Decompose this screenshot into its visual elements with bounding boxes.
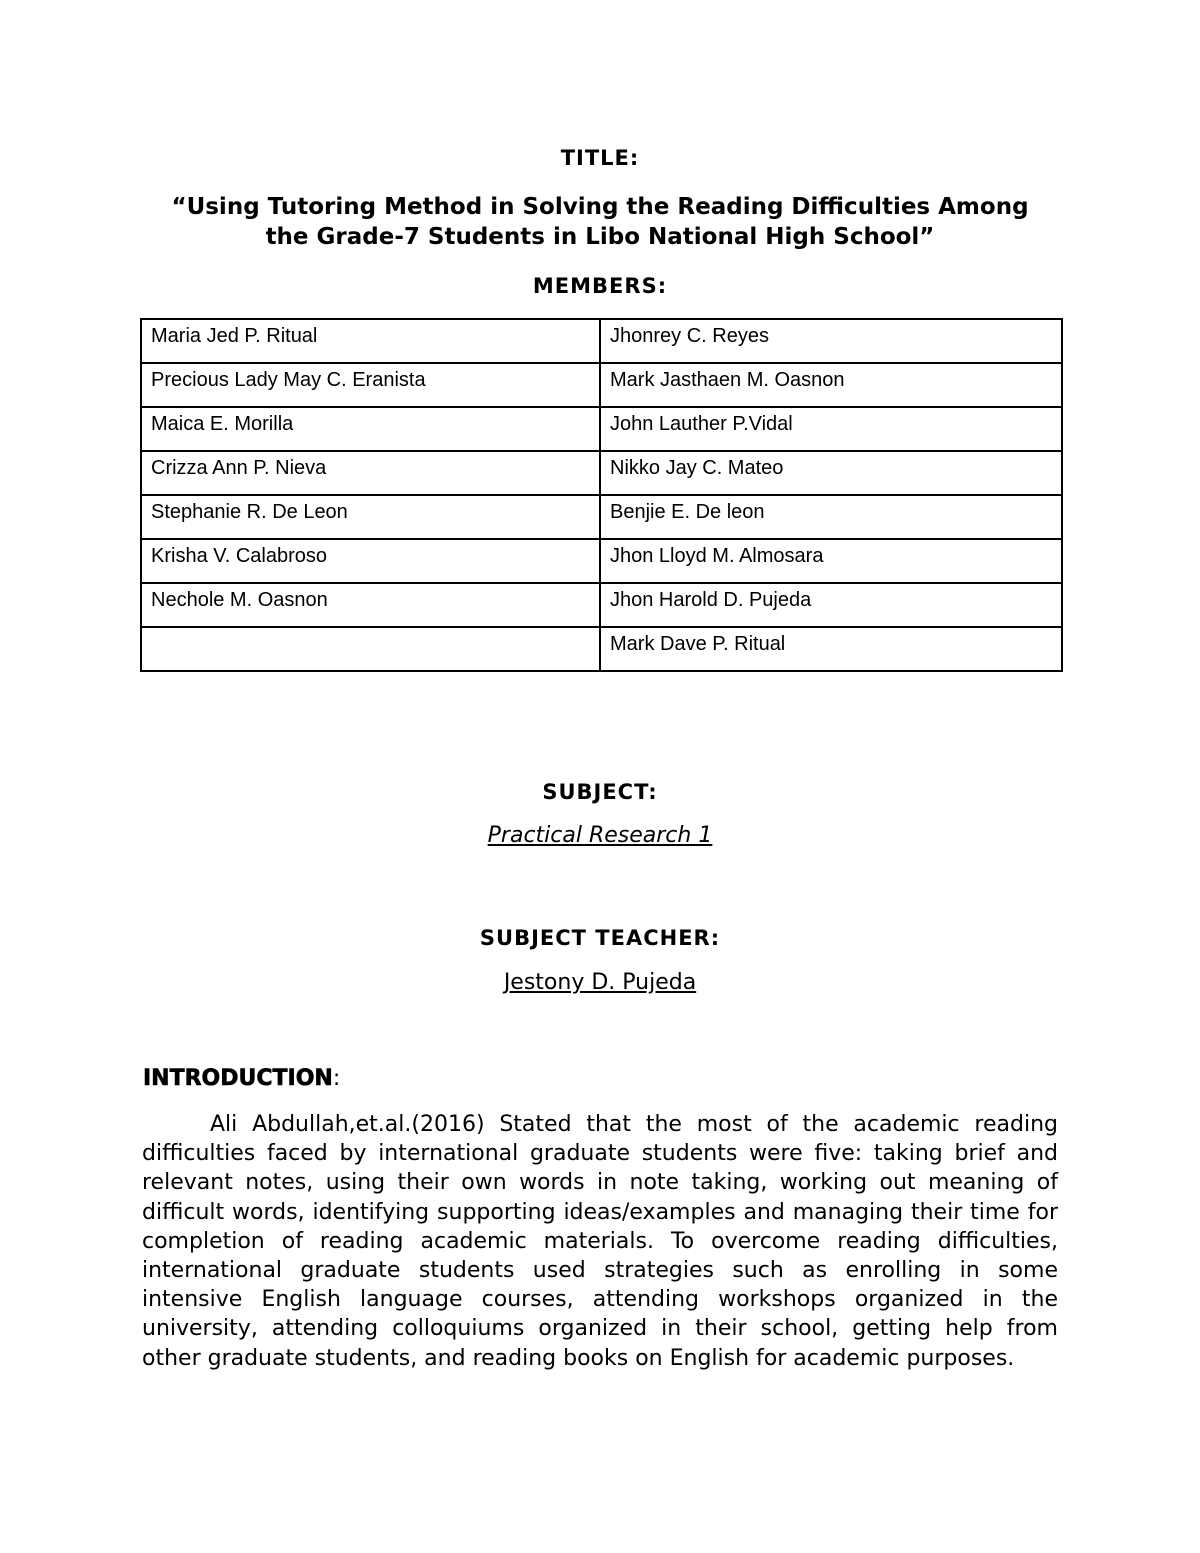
member-cell: Krisha V. Calabroso (141, 539, 600, 583)
member-cell: Mark Dave P. Ritual (600, 627, 1062, 671)
research-title-line-1: “Using Tutoring Method in Solving the Reading Difficulties Among (171, 194, 1029, 220)
subject-teacher-label: SUBJECT TEACHER: (479, 926, 721, 950)
table-row (141, 407, 1062, 451)
member-cell: John Lauther P.Vidal (600, 407, 1062, 451)
introduction-paragraph: Ali Abdullah,et.al.(2016) Stated that the most of the academic reading difficulties faced by international graduate students were five: taking brief and relevant notes, using their own words in note taking, working out meaning of difficult words, identifying supporting ideas/examples and managing their time for completion of reading academic materials. To overcome reading difficulties, international graduate students used strategies such as enrolling in some intensive English language courses, attending workshops organized in the university, attending colloquiums organized in their school, getting help from other graduate students, and reading books on English for academic purposes. (142, 1112, 1058, 1371)
member-cell: Jhon Lloyd M. Almosara (600, 539, 1062, 583)
research-title-line-2: the Grade-7 Students in Libo National High School” (265, 224, 935, 250)
member-cell: Precious Lady May C. Eranista (141, 363, 600, 407)
introduction-heading-text: INTRODUCTION (143, 1066, 333, 1091)
members-table (140, 318, 1063, 672)
member-cell: Maria Jed P. Ritual (141, 319, 600, 363)
member-cell: Mark Jasthaen M. Oasnon (600, 363, 1062, 407)
member-cell: Crizza Ann P. Nieva (141, 451, 600, 495)
member-cell: Benjie E. De leon (600, 495, 1062, 539)
subject-label: SUBJECT: (542, 780, 658, 804)
subject-value: Practical Research 1 (487, 823, 713, 848)
introduction-heading (143, 1066, 340, 1091)
member-cell: Nechole M. Oasnon (141, 583, 600, 627)
table-row (141, 539, 1062, 583)
member-cell: Jhon Harold D. Pujeda (600, 583, 1062, 627)
table-row (141, 363, 1062, 407)
member-cell-empty (141, 627, 600, 671)
member-cell: Nikko Jay C. Mateo (600, 451, 1062, 495)
member-cell: Jhonrey C. Reyes (600, 319, 1062, 363)
table-row (141, 451, 1062, 495)
member-cell: Stephanie R. De Leon (141, 495, 600, 539)
table-row (141, 495, 1062, 539)
research-title (0, 192, 1200, 252)
member-cell: Maica E. Morilla (141, 407, 600, 451)
introduction-heading-colon: : (332, 1066, 341, 1091)
subject-teacher-value: Jestony D. Pujeda (503, 970, 697, 995)
table-row (141, 319, 1062, 363)
title-label: TITLE: (560, 146, 640, 170)
table-row (141, 627, 1062, 671)
members-label: MEMBERS: (532, 274, 668, 298)
table-row (141, 583, 1062, 627)
